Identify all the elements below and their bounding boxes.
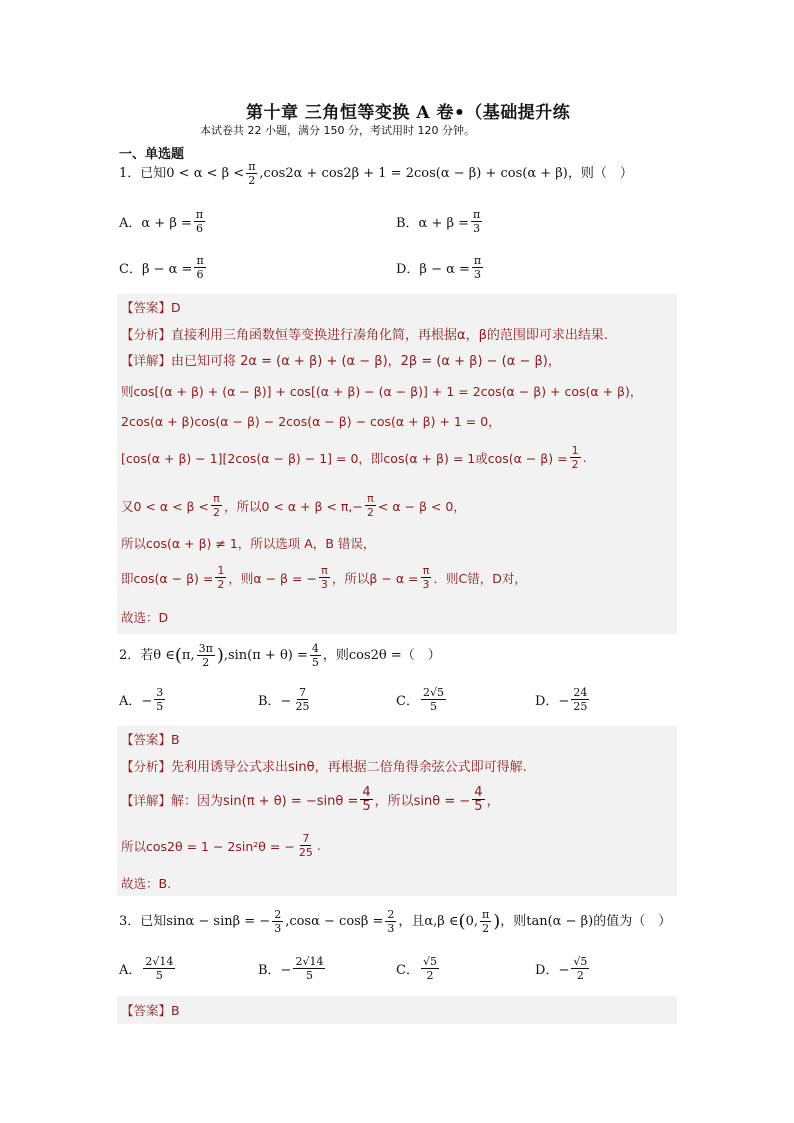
q2-stem: 2．若θ ∈ ( π, $\frac{3\pi}{2}$ ) ,sin(π + θ) = $\frac{4}{5}$ ，则cos2θ =（ ） [119,642,441,669]
q1-option-c: C．β − α = $\frac{\pi}{6}$ [119,254,204,281]
q2-option-c: C． $\frac{2√5}{5}$ [396,686,444,713]
document-subtitle: 本试卷共 22 小题，满分 150 分，考试用时 120 分钟。 [200,124,475,137]
q2-option-d: D．− $\frac{24}{25}$ [535,686,588,713]
section-heading: 一、单选题 [119,147,185,162]
q3-answer: 【答案】B [121,1003,180,1018]
q1-detail-line-2: 则cos[(α + β) + (α − β)] + cos[(α + β) − (α − β)] + 1 = 2cos(α − β) + cos(α + β)， [121,384,643,399]
q3-option-c: C． $\frac{√5}{2}$ [396,955,437,982]
q2-option-b: B．− $\frac{7}{25}$ [258,686,310,713]
fraction: $\frac{\pi}{2}$ [248,160,256,187]
q1-stem: 1．已知 0 < α < β < $\frac{\pi}{2}$ ,cos2α + cos2β + 1 = 2cos(α − β) + cos(α + β)，则（ ） [119,160,633,187]
q1-option-d: D．β − α = $\frac{\pi}{3}$ [396,254,482,281]
q2-detail-line-2: 所以cos2θ = 1 − 2sin²θ = − $\frac{7}{25}$ . [121,832,321,859]
q1-option-b: B．α + β = $\frac{\pi}{3}$ [396,208,481,235]
q1-detail-line-5: 又0 < α < β < $\frac{\pi}{2}$ ，所以0 < α + β < π,− $\frac{\pi}{2}$ < α − β < 0， [121,492,466,519]
q1-detail-line-7: 即cos(α − β) = $\frac{1}{2}$ ，则α − β = − $\frac{\pi}{3}$ ，所以β − α = $\frac{\pi}{3}$ ．则C错，D对， [121,564,527,591]
q2-analysis: 【分析】 先利用诱导公式求出sinθ，再根据二倍角得余弦公式即可得解. [121,758,527,775]
q3-option-d: D．− $\frac{√5}{2}$ [535,955,588,982]
q2-detail-line-1: 【详解】 解：因为sin(π + θ) = −sinθ = $\frac{4}{5}$ ，所以sinθ = − $\frac{4}{5}$ ， [121,785,500,814]
q3-option-b: B．− $\frac{2√14}{5}$ [258,955,324,982]
document-title: 第十章 三角恒等变换 A 卷•（基础提升练 [246,103,571,123]
q1-option-a: A．α + β = $\frac{\pi}{6}$ [119,208,204,235]
q1-detail-line-8: 故选：D [121,610,169,625]
q1-answer-box [117,294,677,634]
q1-detail-line-4: [cos(α + β) − 1][2cos(α − β) − 1] = 0，即cos(α + β) = 1或cos(α − β) = $\frac{1}{2}$ . [121,444,587,471]
q2-option-a: A．− $\frac{3}{5}$ [119,686,164,713]
q2-answer-box [117,726,677,896]
q1-answer: 【答案】D [121,300,181,315]
q2-detail-line-3: 故选：B. [121,876,172,891]
q1-detail-line-3: 2cos(α + β)cos(α − β) − 2cos(α − β) − cos(α + β) + 1 = 0， [121,414,501,429]
q1-detail-line-6: 所以cos(α + β) ≠ 1，所以选项 A，B 错误， [121,536,376,551]
q1-analysis: 【分析】 直接利用三角函数恒等变换进行凑角化简，再根据α，β的范围即可求出结果. [121,326,609,343]
q3-answer-box [117,996,677,1024]
q3-option-a: A． $\frac{2√14}{5}$ [119,955,174,982]
q3-stem: 3．已知sinα − sinβ = − $\frac{2}{3}$ ,cosα − cosβ = $\frac{2}{3}$ ，且α,β ∈ ( 0, $\frac{\pi}{2}$ ) ，则tan(α − β)的值为（ ） [119,908,672,935]
q2-answer: 【答案】B [121,732,180,747]
q1-detail-line-1: 【详解】 由已知可将 2α = (α + β) + (α − β)，2β = (α + β) − (α − β)， [121,352,561,369]
